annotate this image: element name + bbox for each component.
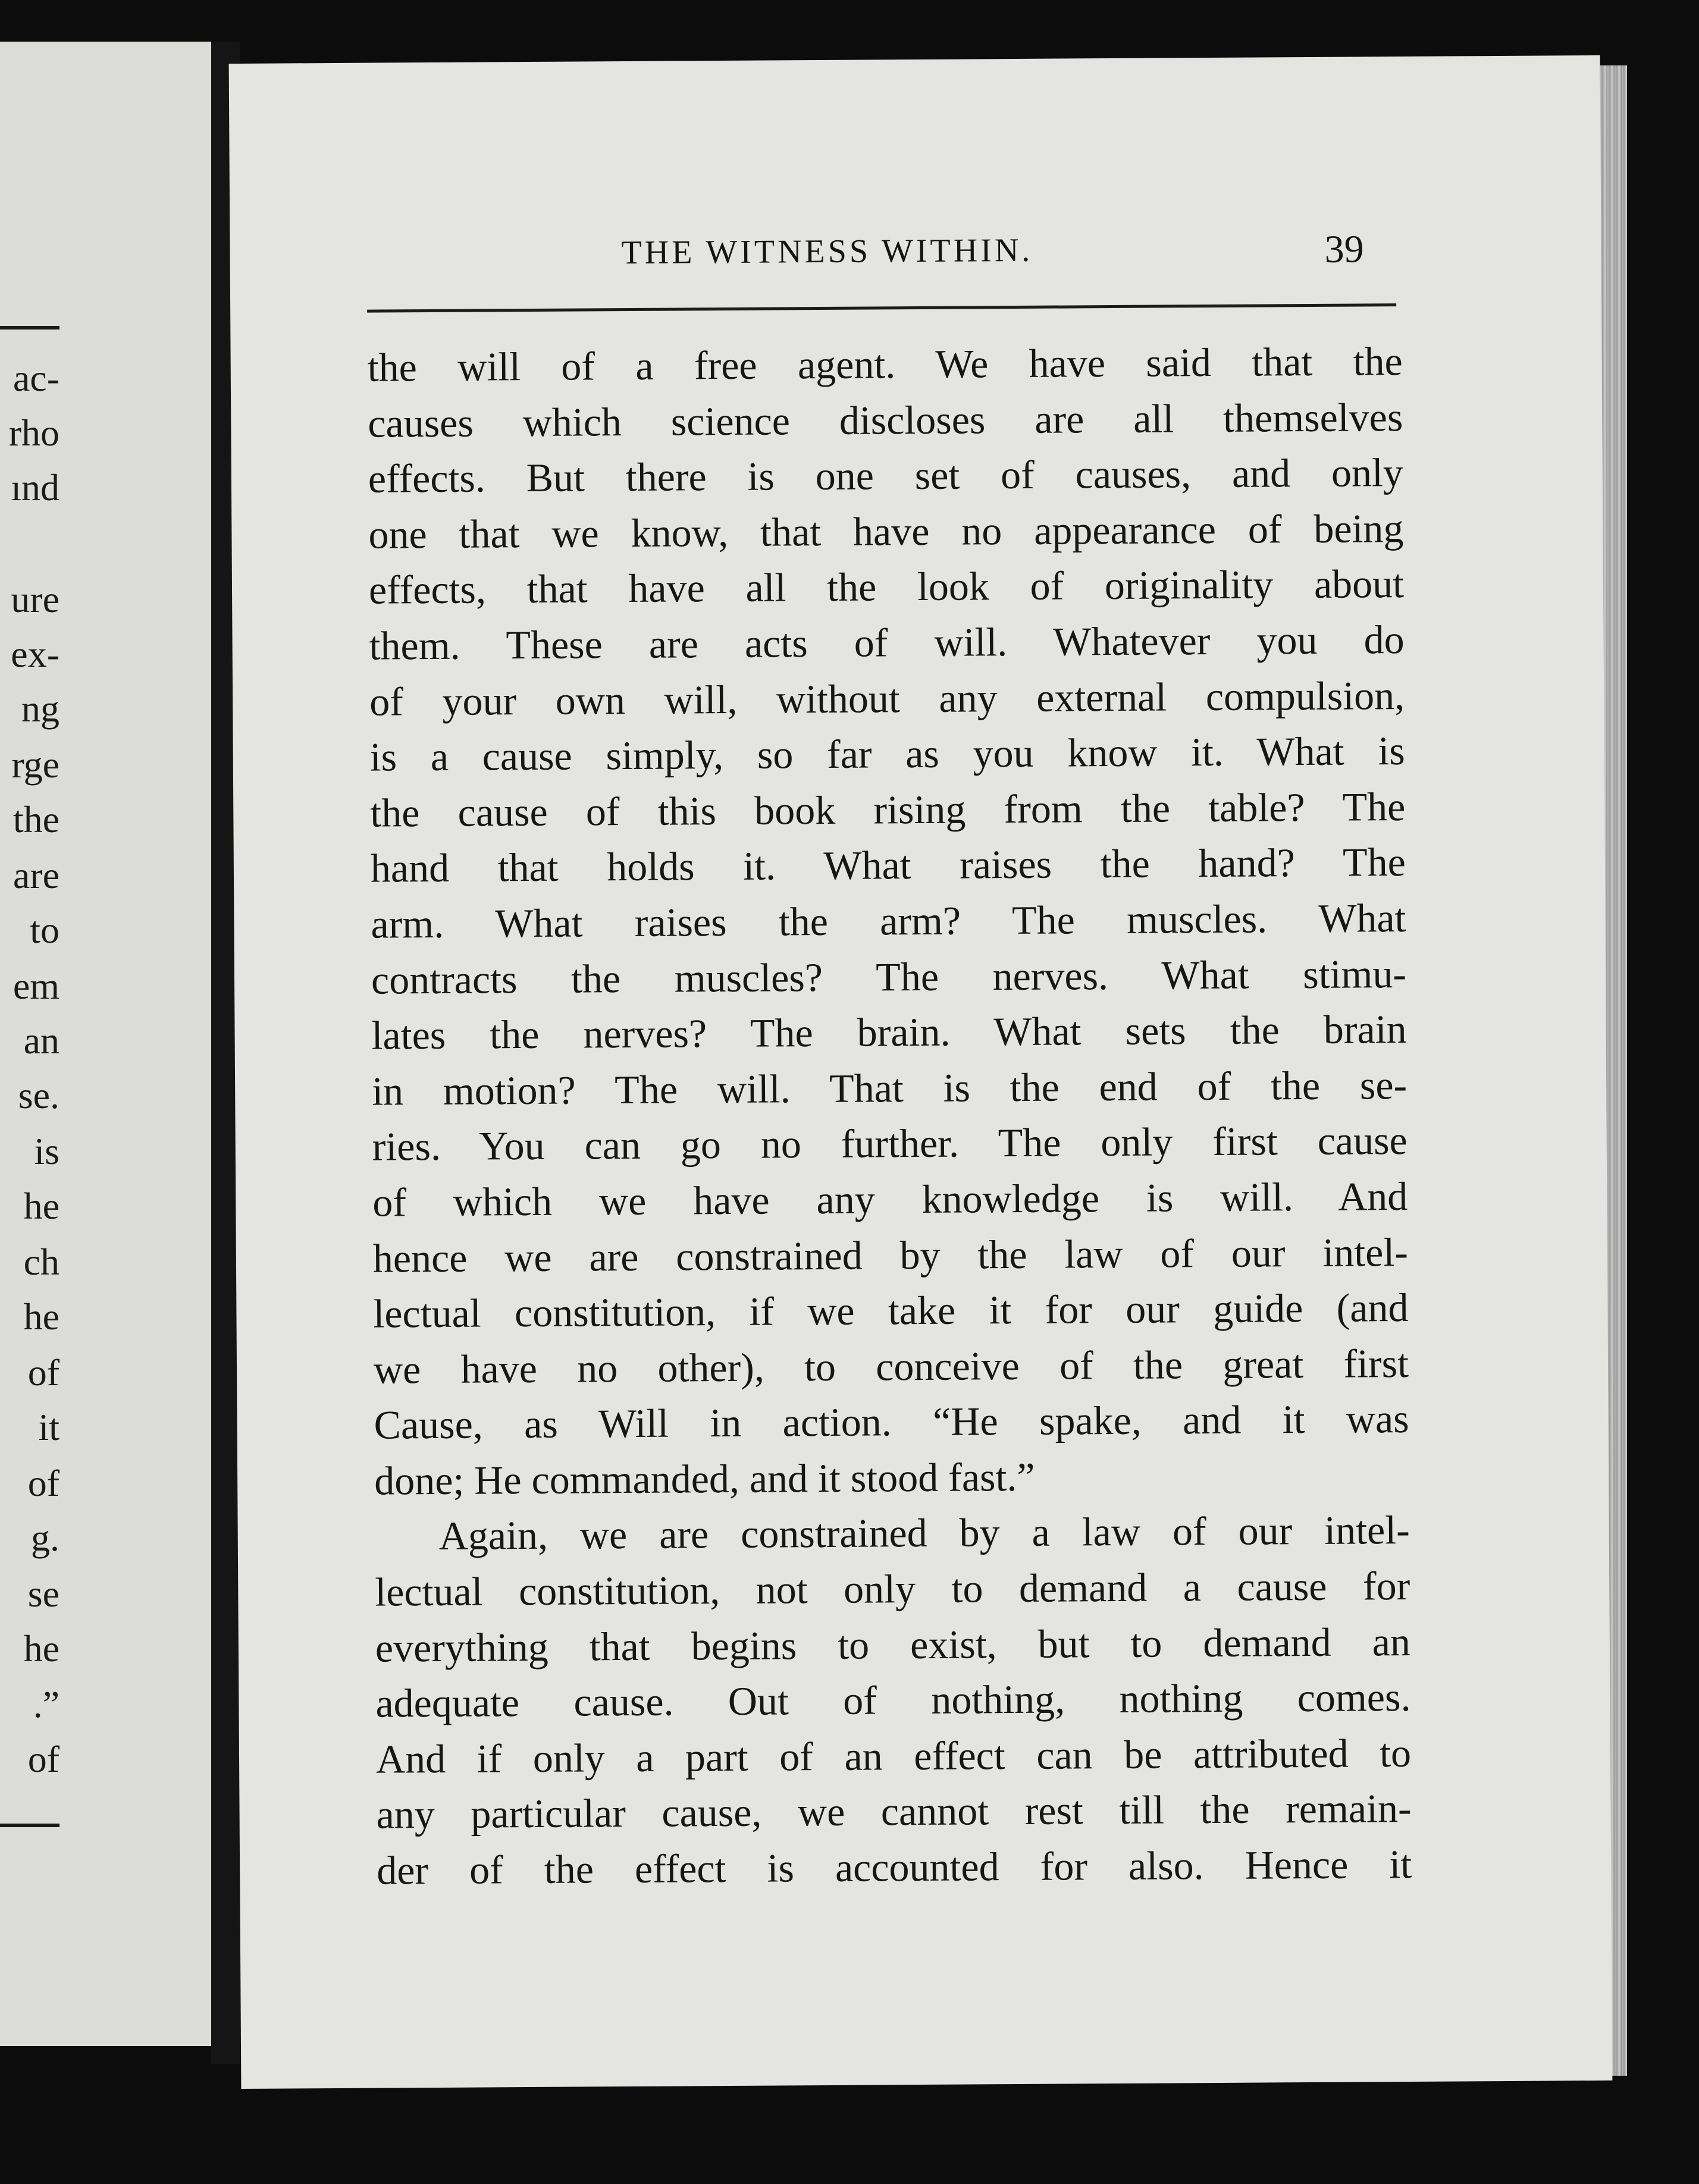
- text-line: effects. But there is one set of causes, and only: [368, 450, 1404, 501]
- left-page-fragment: he: [23, 1627, 59, 1670]
- left-page-fragment: rho: [8, 412, 59, 454]
- left-page-fragment: ac-: [12, 357, 59, 399]
- text-line: lectual constitution, if we take it for our guide (and: [373, 1285, 1409, 1336]
- left-page-fragment: the: [12, 798, 59, 840]
- text-line: the cause of this book rising from the table? The: [370, 783, 1406, 836]
- text-line: we have no other), to conceive of the great first: [373, 1340, 1409, 1392]
- left-page-fragment: to: [30, 909, 59, 951]
- text-line: effects, that have all the look of originality about: [368, 561, 1405, 613]
- text-line: everything that begins to exist, but to demand an: [375, 1618, 1411, 1671]
- left-page-fragment: of: [27, 1738, 59, 1780]
- book-page: [229, 55, 1613, 2089]
- text-line: done; He commanded, and it stood fast.”: [374, 1454, 1035, 1504]
- left-page-fragment: g.: [31, 1517, 59, 1559]
- text-line: arm. What raises the arm? The muscles. What: [371, 895, 1406, 947]
- running-head: [230, 228, 1601, 290]
- left-page-fragment: it: [38, 1406, 59, 1448]
- text-line: And if only a part of an effect can be attributed to: [375, 1730, 1412, 1782]
- text-line: lates the nerves? The brain. What sets the brain: [371, 1006, 1407, 1058]
- text-line: any particular cause, we cannot rest till the remain-: [376, 1786, 1412, 1838]
- text-line: der of the effect is accounted for also. Hence it: [376, 1841, 1412, 1893]
- text-line: hand that holds it. What raises the hand? The: [370, 839, 1406, 891]
- text-line: of your own will, without any external compulsion,: [369, 672, 1405, 724]
- text-line: one that we know, that have no appearance of being: [368, 505, 1404, 557]
- text-line: hence we are constrained by the law of our intel-: [372, 1229, 1409, 1281]
- left-page-fragment: of: [27, 1462, 59, 1504]
- text-line: adequate cause. Out of nothing, nothing comes.: [375, 1674, 1411, 1726]
- left-page-fragment: .”: [33, 1683, 59, 1725]
- left-page-fragment: are: [12, 854, 59, 896]
- left-page-fragment: he: [23, 1185, 59, 1227]
- text-line: ries. You can go no further. The only first cause: [372, 1118, 1408, 1169]
- left-page-fragment: an: [23, 1019, 59, 1062]
- left-page-fragment: is: [34, 1130, 59, 1172]
- body-text: [367, 334, 1412, 1899]
- running-title: THE WITNESS WITHIN.: [621, 231, 1033, 272]
- text-line: Cause, as Will in action. “He spake, and it was: [374, 1396, 1409, 1448]
- left-page-fragment: ex-: [11, 633, 59, 675]
- page-number: 39: [1324, 227, 1364, 271]
- text-line: in motion? The will. That is the end of the se-: [371, 1062, 1408, 1114]
- text-line: causes which science discloses are all themselves: [368, 394, 1403, 446]
- text-line: of which we have any knowledge is will. And: [372, 1173, 1408, 1225]
- left-page-fragment: ure: [11, 578, 59, 620]
- text-line: them. These are acts of will. Whatever you do: [369, 616, 1405, 669]
- left-page-rule-bottom: [0, 1824, 59, 1827]
- facing-page-left: [0, 42, 215, 2046]
- header-rule: [367, 303, 1396, 313]
- left-page-fragment: se: [27, 1573, 59, 1615]
- paragraph-first-line: Again, we are constrained by a law of our intel-: [438, 1507, 1410, 1559]
- left-page-fragment: se.: [18, 1074, 59, 1116]
- text-line: the will of a free agent. We have said that the: [367, 338, 1403, 390]
- left-page-fragment: em: [12, 965, 59, 1007]
- left-page-fragment: ch: [23, 1241, 59, 1283]
- text-line: is a cause simply, so far as you know it. What is: [369, 728, 1405, 780]
- left-page-fragment: rge: [11, 743, 59, 786]
- left-page-rule-top: [0, 326, 59, 330]
- left-page-fragment: he: [23, 1295, 59, 1338]
- text-line: contracts the muscles? The nerves. What stimu-: [371, 950, 1407, 1003]
- text-line: lectual constitution, not only to demand a cause for: [375, 1563, 1410, 1615]
- left-page-fragment: ınd: [11, 466, 59, 509]
- left-page-fragment: of: [27, 1351, 59, 1394]
- left-page-fragment: ng: [21, 688, 59, 730]
